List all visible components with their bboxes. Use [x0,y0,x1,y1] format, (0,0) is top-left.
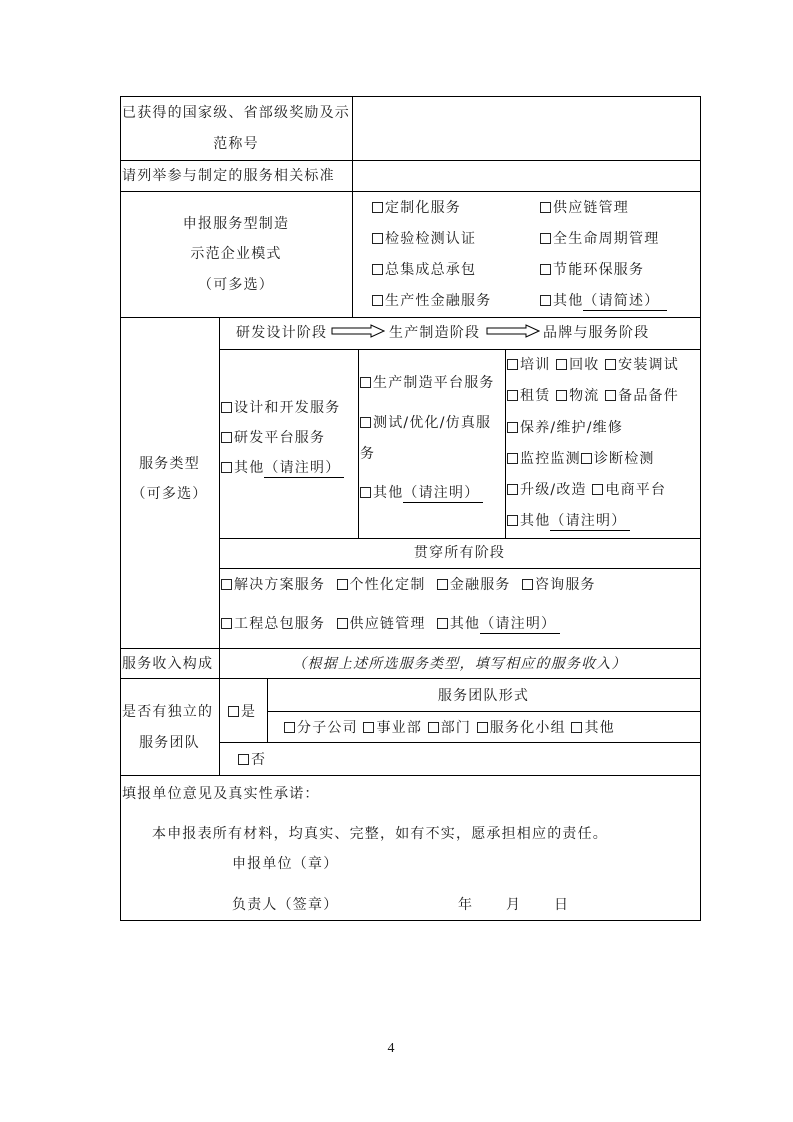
all-option-personalization[interactable]: 个性化定制 [337,577,426,593]
checkbox[interactable] [428,722,439,733]
checkbox[interactable] [605,390,616,401]
checkbox[interactable] [360,487,371,498]
brand-option-installation[interactable]: 安装调试 [605,357,679,373]
brand-option-logistics[interactable]: 物流 [556,388,599,404]
brand-option-leasing[interactable]: 租赁 [507,388,550,404]
production-option-testing-wrap: 务 [360,446,376,462]
row-divider [219,568,701,569]
brand-option-maintenance[interactable]: 保养/维护/维修 [507,420,623,436]
revenue-hint[interactable]: （根据上述所选服务类型，填写相应的服务收入） [292,656,627,672]
production-option-testing[interactable]: 测试/优化/仿真服 [360,415,491,431]
checkbox[interactable] [507,453,518,464]
mode-option-finance[interactable]: 生产性金融服务 [372,293,491,309]
checkbox[interactable] [581,453,592,464]
brand-row-4 [507,451,655,467]
checkbox[interactable] [556,390,567,401]
checkbox[interactable] [507,515,518,526]
mode-label-line2: 示范企业模式 [190,246,282,262]
team-form-subsidiary[interactable]: 分子公司 [284,720,358,736]
unit-seal-label[interactable]: 申报单位（章） [232,856,339,872]
date-month[interactable]: 月 [506,897,522,913]
page-number: 4 [387,1041,395,1056]
all-option-epc[interactable]: 工程总包服务 [221,616,325,632]
mode-option-supply-chain[interactable]: 供应链管理 [540,200,629,216]
service-type-label-line1: 服务类型 [139,456,200,472]
awards-label-line1: 已获得的国家级、省部级奖励及示 [122,105,350,121]
row-divider [120,317,701,318]
checkbox[interactable] [363,722,374,733]
production-other-field[interactable]: （请注明） [403,485,483,503]
stage-rd: 研发设计阶段 [236,325,328,341]
row-divider [120,648,701,649]
checkbox[interactable] [372,202,383,213]
brand-option-upgrade[interactable]: 升级/改造 [507,482,587,498]
team-form-title: 服务团队形式 [437,688,530,704]
rd-option-design[interactable]: 设计和开发服务 [221,400,340,416]
row-divider [120,678,701,679]
brand-other-field[interactable]: （请注明） [550,513,630,531]
brand-option-recycling[interactable]: 回收 [556,357,599,373]
brand-row-1 [507,357,679,373]
checkbox[interactable] [507,484,518,495]
team-label-line2: 服务团队 [139,735,200,751]
col-divider [358,349,359,538]
checkbox[interactable] [507,422,518,433]
all-stages-row-1 [221,577,596,593]
team-form-other[interactable]: 其他 [571,720,614,736]
team-forms-row [284,720,615,736]
mode-other-field[interactable]: （请简述） [583,293,667,311]
rd-other-field[interactable]: （请注明） [264,460,344,478]
revenue-label: 服务收入构成 [122,656,214,672]
standards-label: 请列举参与制定的服务相关标准 [122,168,335,184]
arrow-right-icon [331,324,385,338]
checkbox[interactable] [337,579,348,590]
checkbox[interactable] [507,390,518,401]
mode-option-other[interactable]: 其他（请简述） [540,293,667,311]
checkbox[interactable] [360,417,371,428]
checkbox[interactable] [477,722,488,733]
row-divider [120,191,701,192]
checkbox[interactable] [605,359,616,370]
checkbox[interactable] [221,618,232,629]
col-divider [505,349,506,538]
all-stages-title: 贯穿所有阶段 [413,545,506,561]
all-option-solutions[interactable]: 解决方案服务 [221,577,325,593]
all-option-other[interactable]: 其他（请注明） [437,616,560,632]
brand-option-diagnostics[interactable]: 诊断检测 [581,451,655,467]
stage-brand: 品牌与服务阶段 [543,325,650,341]
row-divider [219,742,701,743]
brand-option-monitoring[interactable]: 监控监测 [507,451,581,467]
all-stages-row-2 [221,616,560,634]
brand-row-2 [507,388,679,404]
commitment-title: 填报单位意见及真实性承诺： [122,786,320,802]
awards-label-line2: 范称号 [213,136,259,152]
brand-option-ecommerce[interactable]: 电商平台 [592,482,666,498]
standards-input[interactable] [353,161,700,191]
checkbox[interactable] [221,432,232,443]
mode-label-line3: （可多选） [198,277,274,293]
mode-option-integration[interactable]: 总集成总承包 [372,262,476,278]
production-option-other[interactable]: 其他（请注明） [360,485,483,503]
row-divider [267,711,701,712]
checkbox[interactable] [238,754,249,765]
checkbox[interactable] [437,579,448,590]
checkbox[interactable] [522,579,533,590]
checkbox[interactable] [221,462,232,473]
rd-option-other[interactable]: 其他（请注明） [221,460,344,478]
checkbox[interactable] [228,706,239,717]
checkbox[interactable] [372,233,383,244]
signer-label[interactable]: 负责人（签章） [232,897,339,913]
checkbox[interactable] [592,484,603,495]
checkbox[interactable] [540,264,551,275]
table-border-right [700,96,701,921]
checkbox[interactable] [372,264,383,275]
mode-option-lifecycle[interactable]: 全生命周期管理 [540,231,659,247]
team-option-yes[interactable]: 是 [228,704,256,720]
team-option-no[interactable]: 否 [238,752,266,768]
date-year[interactable]: 年 [458,897,474,913]
all-option-finance[interactable]: 金融服务 [437,577,511,593]
team-form-division[interactable]: 事业部 [363,720,422,736]
arrow-right-icon [486,324,540,338]
row-divider [120,775,701,776]
row-divider [219,538,701,539]
table-border-bottom [120,920,701,921]
brand-option-other[interactable]: 其他（请注明） [507,513,630,531]
checkbox[interactable] [221,579,232,590]
all-option-supply-chain[interactable]: 供应链管理 [337,616,426,632]
brand-option-training[interactable]: 培训 [507,357,550,373]
commitment-statement: 本申报表所有材料，均真实、完整，如有不实，愿承担相应的责任。 [152,826,608,842]
checkbox[interactable] [556,359,567,370]
checkbox[interactable] [540,295,551,306]
production-option-platform[interactable]: 生产制造平台服务 [360,375,495,391]
team-label-line1: 是否有独立的 [122,704,214,720]
checkbox[interactable] [540,202,551,213]
all-other-field[interactable]: （请注明） [480,616,560,634]
team-form-group[interactable]: 服务化小组 [477,720,566,736]
checkbox[interactable] [360,377,371,388]
brand-row-5 [507,482,666,498]
row-divider [219,349,701,350]
brand-option-spare-parts[interactable]: 备品备件 [605,388,679,404]
mode-label-line1: 申报服务型制造 [182,216,290,232]
mode-option-inspection[interactable]: 检验检测认证 [372,231,476,247]
service-type-label-line2: （可多选） [131,486,208,502]
awards-input[interactable] [353,97,700,160]
mode-option-customization[interactable]: 定制化服务 [372,200,461,216]
checkbox[interactable] [372,295,383,306]
checkbox[interactable] [507,359,518,370]
checkbox[interactable] [221,402,232,413]
checkbox[interactable] [337,618,348,629]
stage-production: 生产制造阶段 [389,325,481,341]
date-day[interactable]: 日 [554,897,570,913]
all-option-consulting[interactable]: 咨询服务 [522,577,596,593]
checkbox[interactable] [284,722,295,733]
team-form-department[interactable]: 部门 [428,720,471,736]
rd-option-platform[interactable]: 研发平台服务 [221,430,325,446]
checkbox[interactable] [571,722,582,733]
mode-option-green[interactable]: 节能环保服务 [540,262,644,278]
checkbox[interactable] [437,618,448,629]
checkbox[interactable] [540,233,551,244]
